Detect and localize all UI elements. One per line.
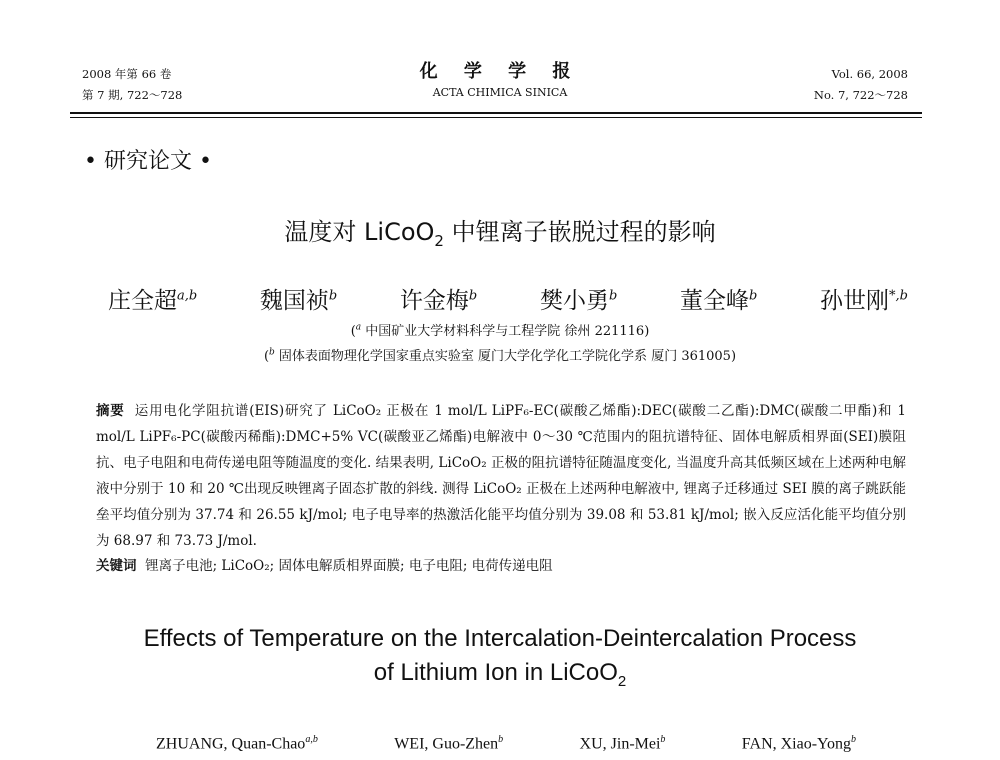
author-cn (260, 282, 337, 315)
author-cn (108, 282, 197, 315)
author-en-sup: b (851, 734, 856, 745)
title-cn-subscript: 2 (434, 231, 444, 250)
keywords-label: 关键词 (96, 558, 137, 574)
title-cn (0, 212, 1000, 250)
author-en-name: FAN, Xiao-Yong (741, 735, 851, 753)
author-cn-sup: b (328, 288, 338, 304)
affiliation-text: 中国矿业大学材料科学与工程学院 徐州 221116) (361, 324, 650, 339)
title-en-line1: Effects of Temperature on the Intercalation-Deintercalation Process (143, 625, 857, 652)
header-year-volume: 2008 年第 66 卷 (82, 67, 172, 81)
header-rule-thin (70, 117, 922, 118)
affiliation-text: 固体表面物理化学国家重点实验室 厦门大学化学化工学院化学系 厦门 361005) (274, 349, 737, 364)
author-cn (400, 282, 477, 315)
abstract-text: 运用电化学阻抗谱(EIS)研究了 LiCoO₂ 正极在 1 mol/L LiPF₆-EC(碳酸乙烯酯):DEC(碳酸二乙酯):DMC(碳酸二甲酯)和 1 mol/L LiPF₆-PC(碳酸丙稀酯):DMC+5% VC(碳酸亚乙烯酯)电解液中 0～30 ℃范围内的阻抗谱特征、固体电解质相界面(SEI)膜阻抗、电子电阻和电荷传递电阻等随温度的变化. 结果表明, LiCoO₂ 正极的阻抗谱特征随温度变化, 当温度升高其低频区域在上述两种电解液中分别于 10 和 20 ℃出现反映锂离子固态扩散的斜线. 测得 LiCoO₂ 正极在上述两种电解液中, 锂离子迁移通过 SEI 膜的离子跳跃能垒平均值分别为 37.74 和 26.55 kJ/mol; 电子电导率的热激活化能平均值分别为 39.08 和 53.81 kJ/mol; 嵌入反应活化能平均值分别为 68.97 和 73.73 J/mol. (96, 403, 906, 549)
author-cn (680, 282, 757, 315)
author-en (156, 734, 318, 753)
authors-en (156, 734, 856, 753)
journal-name-cn: 化 学 学 报 (419, 61, 581, 82)
abstract (96, 398, 906, 554)
author-cn (820, 282, 908, 315)
author-cn-name: 庄全超 (108, 288, 177, 314)
keywords (96, 554, 906, 574)
title-en-line2-text: of Lithium Ion in LiCoO (373, 659, 618, 686)
authors-cn (108, 282, 908, 315)
affiliation-sup: a (355, 322, 362, 333)
title-en-subscript: 2 (617, 672, 627, 690)
author-en-sup: a,b (305, 734, 318, 745)
header-rule-thick (70, 112, 922, 114)
author-en-name: ZHUANG, Quan-Chao (156, 735, 306, 753)
author-en (742, 734, 856, 753)
affiliation-a (0, 320, 1000, 339)
author-cn-sup: b (608, 288, 618, 304)
abstract-label: 摘要 (96, 403, 125, 419)
author-cn-name: 樊小勇 (539, 288, 609, 314)
title-en-line2 (0, 656, 1000, 699)
header-no-pages: No. 7, 722～728 (813, 88, 908, 102)
affiliation-paren: ( (263, 349, 270, 364)
affiliation-b (0, 345, 1000, 364)
author-en-sup: b (660, 734, 666, 745)
journal-name-en: ACTA CHIMICA SINICA (432, 86, 568, 99)
author-en-name: XU, Jin-Mei (579, 735, 661, 753)
author-cn-sup: b (748, 288, 758, 304)
title-cn-part2: 中锂离子嵌脱过程的影响 (443, 218, 716, 246)
affiliation-paren: ( (350, 324, 356, 339)
title-cn-part1: 温度对 LiCoO (284, 218, 435, 246)
author-cn-name: 董全峰 (679, 288, 749, 314)
author-cn-sup: a,b (177, 288, 198, 304)
author-cn-name: 魏国祯 (259, 288, 329, 314)
author-en-name: WEI, Guo-Zhen (394, 735, 499, 753)
author-en-sup: b (498, 734, 504, 745)
header-volume-info-en (814, 64, 908, 106)
header-vol-year: Vol. 66, 2008 (831, 67, 908, 81)
author-en (394, 734, 503, 753)
author-cn (540, 282, 617, 315)
author-en (580, 734, 666, 753)
header-issue-pages: 第 7 期, 722～728 (82, 88, 183, 102)
author-cn-name: 许金梅 (399, 288, 469, 314)
keywords-text: 锂离子电池; LiCoO₂; 固体电解质相界面膜; 电子电阻; 电荷传递电阻 (145, 558, 553, 574)
author-cn-sup: b (468, 288, 478, 304)
author-cn-name: 孙世刚 (819, 288, 889, 314)
affiliation-sup: b (269, 347, 275, 358)
title-en (0, 622, 1000, 699)
author-cn-sup: *,b (888, 288, 908, 304)
section-label: • 研究论文 • (84, 149, 212, 174)
